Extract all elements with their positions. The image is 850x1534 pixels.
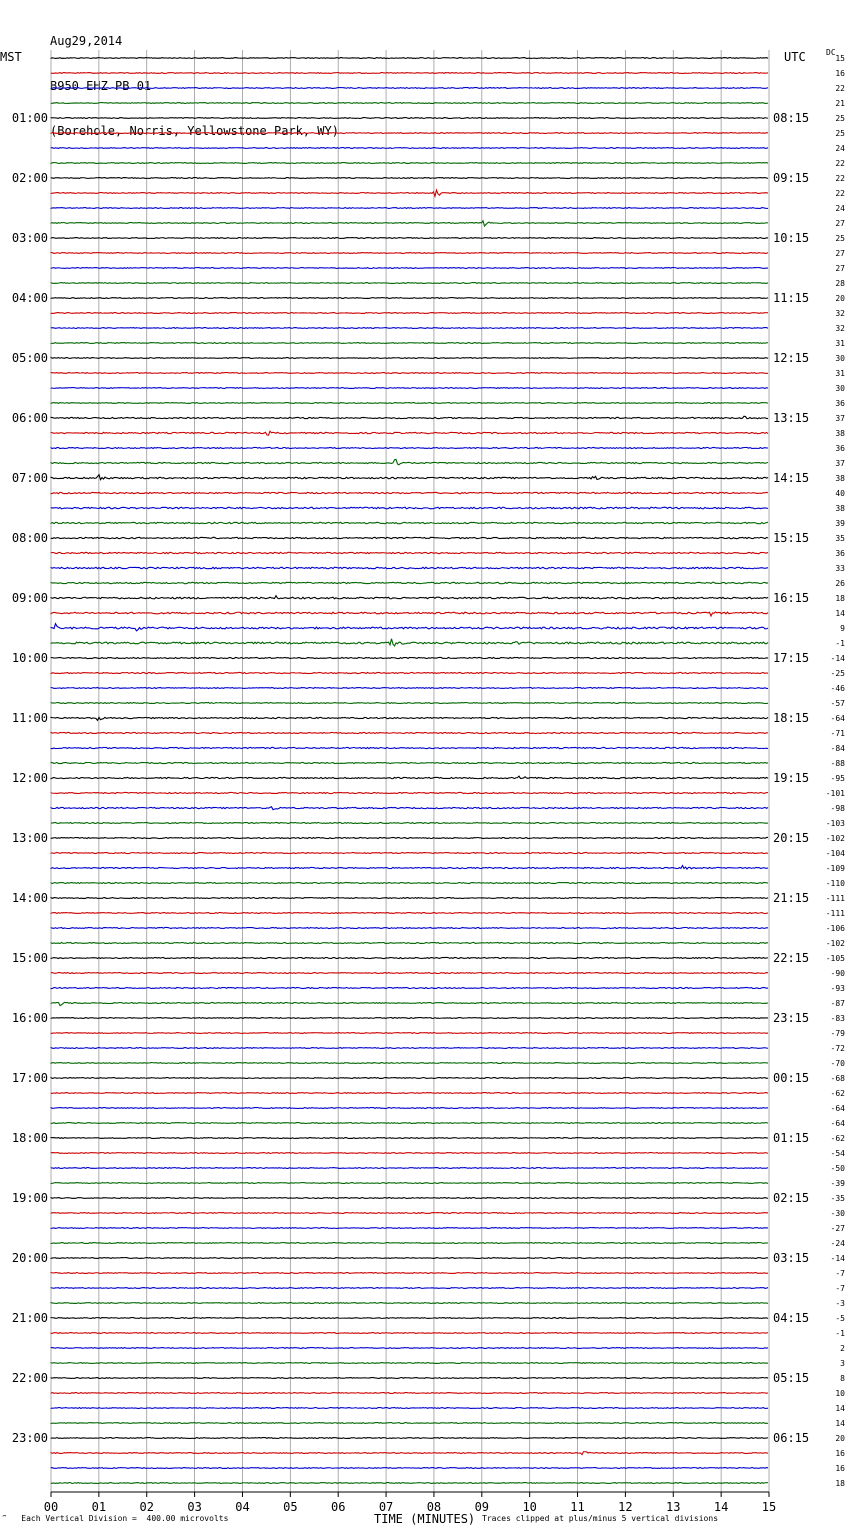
seismic-trace — [51, 582, 768, 583]
seismic-trace — [51, 103, 768, 104]
utc-hour-label: 22:15 — [773, 951, 810, 965]
seismic-trace — [51, 639, 768, 646]
dc-offset-label: 28 — [835, 279, 845, 288]
x-tick-label: 00 — [43, 1500, 59, 1514]
x-tick-label: 08 — [426, 1500, 442, 1514]
scale-note — [2, 1514, 228, 1523]
seismic-trace — [51, 852, 768, 853]
dc-offset-label: -103 — [825, 819, 845, 828]
x-tick-label: 05 — [283, 1500, 298, 1514]
dc-offset-label: -5 — [835, 1314, 845, 1323]
seismic-trace — [51, 1063, 768, 1064]
dc-offset-label: 14 — [835, 609, 845, 618]
x-tick-label: 06 — [330, 1500, 346, 1514]
utc-hour-label: 16:15 — [773, 591, 810, 605]
dc-offset-label: -102 — [825, 834, 845, 843]
mst-hour-label: 10:00 — [11, 651, 48, 665]
seismic-trace — [51, 703, 768, 704]
seismic-trace — [51, 416, 768, 419]
dc-offset-label: 27 — [835, 264, 845, 273]
seismic-trace — [51, 1468, 768, 1469]
corner-mark: ‴ — [2, 1514, 7, 1523]
dc-offset-label: -87 — [830, 999, 845, 1008]
utc-hour-label: 01:15 — [773, 1131, 810, 1145]
x-tick-label: 04 — [235, 1500, 250, 1514]
seismic-trace — [51, 688, 768, 689]
dc-offset-label: 36 — [835, 444, 845, 453]
left-timezone-label: MST — [0, 50, 22, 64]
seismic-trace — [51, 268, 768, 269]
mst-hour-label: 20:00 — [11, 1251, 48, 1265]
dc-offset-label: 31 — [835, 369, 845, 378]
seismic-trace — [51, 913, 768, 914]
seismic-trace — [51, 1333, 768, 1334]
mst-hour-label: 17:00 — [11, 1071, 48, 1085]
seismic-trace — [51, 475, 768, 480]
dc-offset-label: -50 — [830, 1164, 845, 1173]
dc-offset-label: -1 — [835, 1329, 845, 1338]
utc-hour-label: 06:15 — [773, 1431, 810, 1445]
dc-offset-label: 22 — [835, 189, 845, 198]
mst-hour-label: 22:00 — [11, 1371, 48, 1385]
dc-offset-label: 3 — [840, 1359, 845, 1368]
dc-offset-label: 31 — [835, 339, 845, 348]
seismic-trace — [51, 1228, 768, 1229]
seismic-trace — [51, 253, 768, 254]
dc-offset-label: 37 — [835, 459, 845, 468]
dc-offset-label: -25 — [830, 669, 845, 678]
x-tick-label: 01 — [91, 1500, 107, 1514]
seismic-trace — [51, 298, 768, 299]
dc-offset-label: -30 — [830, 1209, 845, 1218]
seismic-trace — [51, 1393, 768, 1394]
mst-hour-label: 21:00 — [11, 1311, 48, 1325]
seismic-trace — [51, 1273, 768, 1274]
dc-offset-label: 14 — [835, 1419, 845, 1428]
seismic-trace — [51, 373, 768, 374]
mst-hour-label: 09:00 — [11, 591, 48, 605]
seismic-trace — [51, 552, 768, 553]
utc-hour-label: 20:15 — [773, 831, 810, 845]
right-timezone-label: UTC — [784, 50, 806, 64]
mst-hour-label: 05:00 — [11, 351, 48, 365]
dc-offset-label: -46 — [830, 684, 845, 693]
dc-offset-label: 38 — [835, 504, 845, 513]
seismic-trace — [51, 882, 768, 883]
utc-hour-label: 10:15 — [773, 231, 810, 245]
dc-offset-label: 27 — [835, 249, 845, 258]
seismic-trace — [51, 624, 768, 631]
dc-offset-label: -98 — [830, 804, 845, 813]
dc-offset-label: -70 — [830, 1059, 845, 1068]
dc-offset-label: 22 — [835, 159, 845, 168]
dc-offset-label: -7 — [835, 1284, 845, 1293]
seismic-trace — [51, 612, 768, 616]
utc-hour-label: 08:15 — [773, 111, 810, 125]
dc-offset-label: 25 — [835, 129, 845, 138]
utc-hour-label: 21:15 — [773, 891, 810, 905]
utc-hour-label: 13:15 — [773, 411, 810, 425]
dc-offset-label: -64 — [830, 714, 845, 723]
seismic-trace — [51, 58, 768, 59]
dc-offset-label: -72 — [830, 1044, 845, 1053]
seismic-trace — [51, 133, 768, 134]
dc-offset-label: -57 — [830, 699, 845, 708]
seismic-trace — [51, 1093, 768, 1094]
mst-hour-label: 14:00 — [11, 891, 48, 905]
seismic-trace — [51, 1408, 768, 1409]
seismic-trace — [51, 447, 768, 448]
seismic-trace — [51, 1002, 768, 1005]
seismic-trace — [51, 313, 768, 314]
mst-hour-label: 06:00 — [11, 411, 48, 425]
dc-offset-label: 36 — [835, 399, 845, 408]
mst-hour-label: 02:00 — [11, 171, 48, 185]
seismic-trace — [51, 776, 768, 778]
dc-offset-label: -7 — [835, 1269, 845, 1278]
utc-hour-label: 02:15 — [773, 1191, 810, 1205]
dc-offset-label: -110 — [825, 879, 845, 888]
dc-offset-label: -62 — [830, 1089, 845, 1098]
clip-note: Traces clipped at plus/minus 5 vertical divisions — [482, 1514, 719, 1523]
dc-offset-label: 8 — [840, 1374, 845, 1383]
dc-offset-label: -105 — [825, 954, 845, 963]
dc-offset-label: 16 — [835, 1449, 845, 1458]
seismic-trace — [51, 987, 768, 988]
dc-offset-label: -71 — [830, 729, 845, 738]
seismic-trace — [51, 1153, 768, 1154]
dc-offset-label: -54 — [830, 1149, 845, 1158]
dc-offset-label: -83 — [830, 1014, 845, 1023]
seismic-trace — [51, 1213, 768, 1214]
seismic-trace — [51, 822, 768, 823]
seismic-trace — [51, 537, 768, 538]
seismic-trace — [51, 1138, 768, 1139]
mst-hour-label: 13:00 — [11, 831, 48, 845]
seismic-trace — [51, 1018, 768, 1019]
dc-offset-label: -1 — [835, 639, 845, 648]
utc-hour-label: 19:15 — [773, 771, 810, 785]
seismic-trace — [51, 1378, 768, 1379]
dc-offset-label: -111 — [825, 909, 845, 918]
seismic-trace — [51, 567, 768, 569]
seismic-trace — [51, 73, 768, 74]
dc-offset-label: -64 — [830, 1104, 845, 1113]
seismic-trace — [51, 1438, 768, 1439]
x-tick-label: 09 — [474, 1500, 490, 1514]
seismic-trace — [51, 507, 768, 509]
seismic-trace — [51, 148, 768, 149]
dc-offset-label: -14 — [830, 1254, 845, 1263]
seismic-trace — [51, 1108, 768, 1109]
dc-offset-label: -35 — [830, 1194, 845, 1203]
seismic-trace — [51, 927, 768, 928]
dc-offset-label: 26 — [835, 579, 845, 588]
mst-hour-label: 23:00 — [11, 1431, 48, 1445]
seismic-trace — [51, 283, 768, 284]
seismic-trace — [51, 221, 768, 226]
utc-hour-label: 15:15 — [773, 531, 810, 545]
dc-offset-label: 21 — [835, 99, 845, 108]
mst-hour-label: 01:00 — [11, 111, 48, 125]
mst-hour-label: 08:00 — [11, 531, 48, 545]
x-tick-label: 13 — [666, 1500, 681, 1514]
dc-offset-label: 27 — [835, 219, 845, 228]
seismic-trace — [51, 1168, 768, 1169]
seismic-trace — [51, 431, 768, 435]
dc-offset-label: -64 — [830, 1119, 845, 1128]
mst-hour-label: 03:00 — [11, 231, 48, 245]
dc-offset-label: -24 — [830, 1239, 845, 1248]
dc-offset-label: 20 — [835, 1434, 845, 1443]
scale-note-text: Each Vertical Division = 400.00 microvolts — [21, 1514, 229, 1523]
seismic-trace — [51, 403, 768, 404]
dc-offset-label: 36 — [835, 549, 845, 558]
dc-offset-label: 22 — [835, 84, 845, 93]
dc-offset-label: 22 — [835, 174, 845, 183]
dc-offset-label: 10 — [835, 1389, 845, 1398]
x-tick-label: 14 — [713, 1500, 729, 1514]
mst-hour-label: 16:00 — [11, 1011, 48, 1025]
mst-hour-label: 04:00 — [11, 291, 48, 305]
seismic-trace — [51, 732, 768, 733]
dc-offset-label: -90 — [830, 969, 845, 978]
utc-hour-label: 23:15 — [773, 1011, 810, 1025]
mst-hour-label: 18:00 — [11, 1131, 48, 1145]
seismic-trace — [51, 762, 768, 763]
dc-offset-label: 20 — [835, 294, 845, 303]
dc-offset-label: -106 — [825, 924, 845, 933]
seismic-trace — [51, 492, 768, 493]
seismic-trace — [51, 1348, 768, 1349]
seismic-trace — [51, 657, 768, 658]
dc-header-label: DC — [826, 48, 836, 57]
station-location: (Borehole, Norris, Yellowstone Park, WY) — [50, 124, 339, 138]
utc-hour-label: 05:15 — [773, 1371, 810, 1385]
station-code: B950 EHZ PB 01 — [50, 79, 152, 93]
mst-hour-label: 11:00 — [11, 711, 48, 725]
seismic-trace — [51, 238, 768, 239]
dc-offset-label: 30 — [835, 384, 845, 393]
seismic-trace — [51, 1483, 768, 1484]
seismic-trace — [51, 459, 768, 464]
seismic-trace — [51, 1288, 768, 1289]
seismic-trace — [51, 1258, 768, 1259]
dc-offset-label: 9 — [840, 624, 845, 633]
seismic-trace — [51, 957, 768, 958]
seismic-trace — [51, 1123, 768, 1124]
utc-hour-label: 12:15 — [773, 351, 810, 365]
dc-offset-label: -111 — [825, 894, 845, 903]
seismic-trace — [51, 1033, 768, 1034]
seismic-trace — [51, 717, 768, 720]
utc-hour-label: 14:15 — [773, 471, 810, 485]
x-tick-label: 15 — [761, 1500, 777, 1514]
x-tick-label: 11 — [570, 1500, 585, 1514]
seismic-trace — [51, 163, 768, 164]
dc-offset-label: 35 — [835, 534, 845, 543]
dc-offset-label: 30 — [835, 354, 845, 363]
dc-offset-label: 18 — [835, 594, 845, 603]
mst-hour-label: 12:00 — [11, 771, 48, 785]
seismic-trace — [51, 898, 768, 899]
dc-offset-label: -95 — [830, 774, 845, 783]
dc-offset-label: 37 — [835, 414, 845, 423]
utc-hour-label: 04:15 — [773, 1311, 810, 1325]
dc-offset-label: 32 — [835, 309, 845, 318]
seismic-trace — [51, 358, 768, 359]
dc-offset-label: -68 — [830, 1074, 845, 1083]
dc-offset-label: -104 — [825, 849, 845, 858]
dc-offset-label: 18 — [835, 1479, 845, 1488]
seismic-trace — [51, 1078, 768, 1079]
chart-date: Aug29,2014 — [50, 34, 123, 48]
dc-offset-label: -79 — [830, 1029, 845, 1038]
seismic-trace — [51, 1423, 768, 1424]
seismic-trace — [51, 1183, 768, 1184]
x-tick-label: 12 — [618, 1500, 633, 1514]
dc-offset-label: -93 — [830, 984, 845, 993]
dc-offset-label: -102 — [825, 939, 845, 948]
seismic-trace — [51, 973, 768, 974]
seismic-trace — [51, 1303, 768, 1304]
dc-offset-label: -39 — [830, 1179, 845, 1188]
seismic-trace — [51, 747, 768, 748]
seismic-trace — [51, 1243, 768, 1244]
seismic-trace — [51, 178, 768, 179]
utc-hour-label: 00:15 — [773, 1071, 810, 1085]
mst-hour-label: 07:00 — [11, 471, 48, 485]
dc-offset-label: 2 — [840, 1344, 845, 1353]
dc-offset-label: 25 — [835, 114, 845, 123]
dc-offset-label: 24 — [835, 144, 845, 153]
dc-offset-label: 32 — [835, 324, 845, 333]
x-tick-label: 10 — [522, 1500, 537, 1514]
dc-offset-label: 15 — [835, 54, 845, 63]
dc-offset-label: -84 — [830, 744, 845, 753]
seismic-trace — [51, 792, 768, 793]
dc-offset-label: -62 — [830, 1134, 845, 1143]
x-axis-title: TIME (MINUTES) — [374, 1512, 476, 1526]
dc-offset-label: 40 — [835, 489, 845, 498]
dc-offset-label: -27 — [830, 1224, 845, 1233]
utc-hour-label: 17:15 — [773, 651, 810, 665]
seismic-trace — [51, 88, 768, 89]
dc-offset-label: 39 — [835, 519, 845, 528]
dc-offset-label: -101 — [825, 789, 845, 798]
seismic-trace — [51, 190, 768, 196]
seismic-trace — [51, 208, 768, 209]
utc-hour-label: 18:15 — [773, 711, 810, 725]
seismic-trace — [51, 1048, 768, 1049]
seismic-trace — [51, 388, 768, 389]
mst-hour-label: 15:00 — [11, 951, 48, 965]
seismic-trace — [51, 866, 768, 870]
seismic-trace — [51, 328, 768, 329]
dc-offset-label: 14 — [835, 1404, 845, 1413]
mst-hour-label: 19:00 — [11, 1191, 48, 1205]
seismic-trace — [51, 522, 768, 523]
seismic-trace — [51, 1318, 768, 1319]
dc-offset-label: -109 — [825, 864, 845, 873]
seismic-trace — [51, 1452, 768, 1455]
seismic-trace — [51, 807, 768, 810]
seismic-trace — [51, 118, 768, 119]
x-tick-label: 03 — [187, 1500, 202, 1514]
dc-offset-label: -3 — [835, 1299, 845, 1308]
dc-offset-label: -14 — [830, 654, 845, 663]
dc-offset-label: 38 — [835, 429, 845, 438]
seismic-trace — [51, 343, 768, 344]
seismic-trace — [51, 942, 768, 943]
utc-hour-label: 03:15 — [773, 1251, 810, 1265]
seismic-trace — [51, 1198, 768, 1199]
dc-offset-label: 16 — [835, 69, 845, 78]
utc-hour-label: 09:15 — [773, 171, 810, 185]
dc-offset-label: 25 — [835, 234, 845, 243]
dc-offset-label: 33 — [835, 564, 845, 573]
seismic-trace — [51, 1363, 768, 1364]
dc-offset-label: 24 — [835, 204, 845, 213]
x-tick-label: 02 — [139, 1500, 154, 1514]
seismic-trace — [51, 837, 768, 838]
x-tick-label: 07 — [378, 1500, 394, 1514]
utc-hour-label: 11:15 — [773, 291, 810, 305]
dc-offset-label: -88 — [830, 759, 845, 768]
dc-offset-label: 16 — [835, 1464, 845, 1473]
seismic-trace — [51, 672, 768, 673]
seismic-trace — [51, 596, 768, 599]
dc-offset-label: 38 — [835, 474, 845, 483]
